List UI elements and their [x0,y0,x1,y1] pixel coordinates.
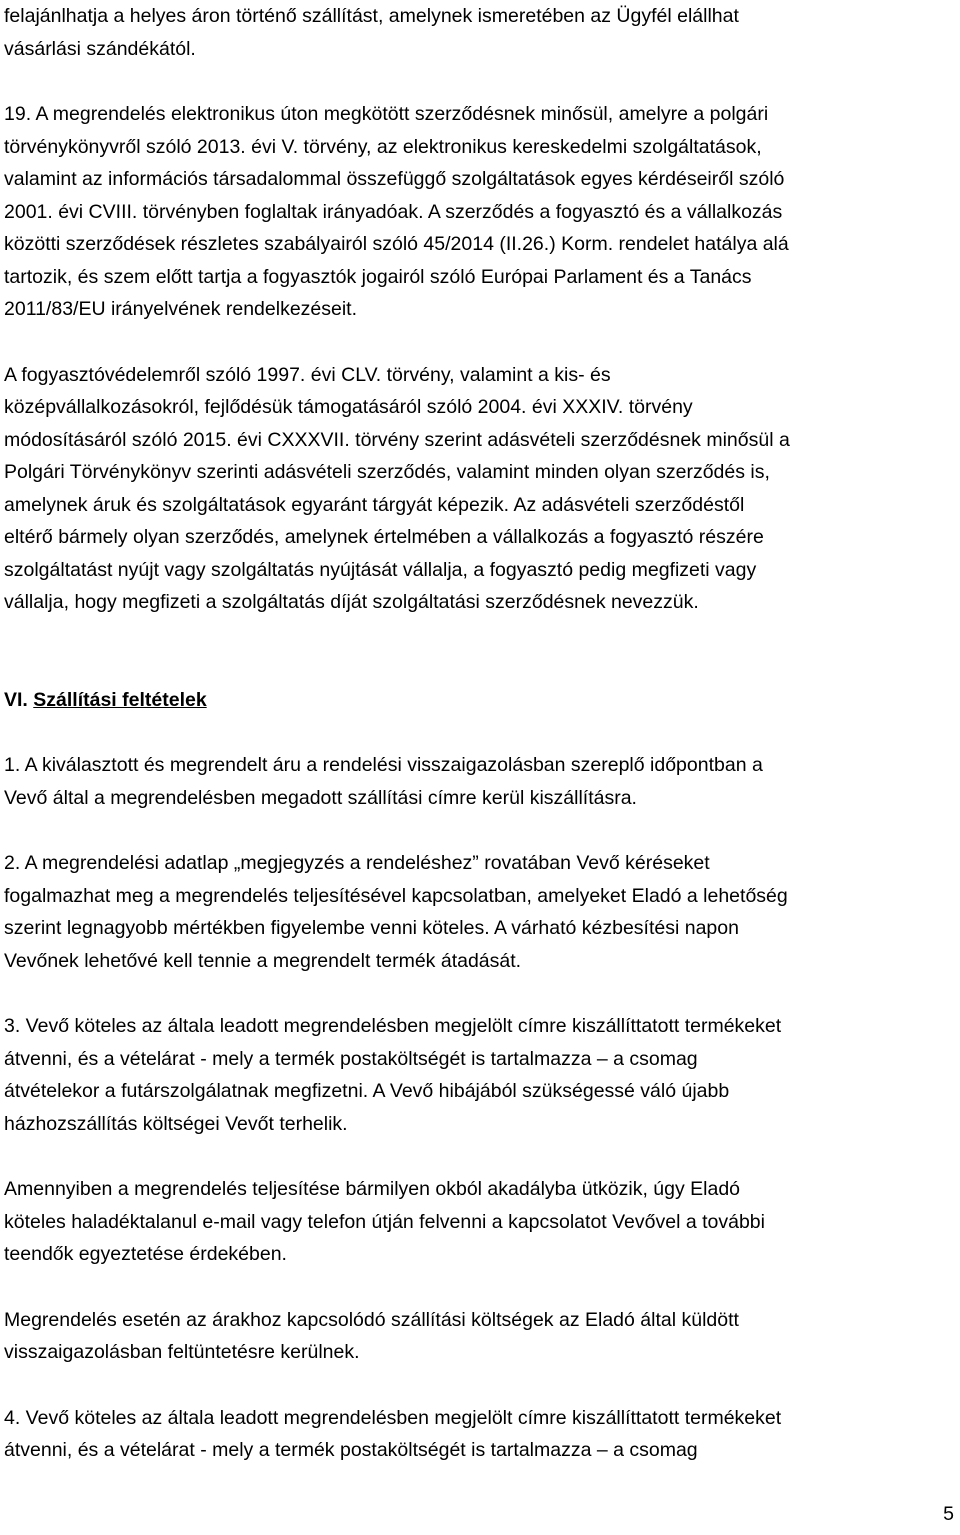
text-line: Polgári Törvénykönyv szerinti adásvételi szerződés, valamint minden olyan szerződés is, [4,461,770,483]
text-line: 2001. évi CVIII. törvényben foglaltak irányadóak. A szerződés a fogyasztó és a vállalkozás [4,200,783,223]
text-line: 4. Vevő köteles az általa leadott megrendelésben megjelölt címre kiszállíttatott termékeket [4,1406,782,1429]
text-line: tartozik, és szem előtt tartja a fogyasztók jogairól szóló Európai Parlament és a Tanács [4,265,752,288]
text-line: eltérő bármely olyan szerződés, amelynek értelmében a vállalkozás a fogyasztó részére [4,526,764,548]
text-line: törvénykönyvről szóló 2013. évi V. törvény, az elektronikus kereskedelmi szolgáltatások, [4,135,762,158]
paragraph-19 [4,98,956,326]
text-line: középvállalkozásokról, fejlődésük támogatásáról szóló 2004. évi XXXIV. törvény [4,396,693,418]
text-line: 2. A megrendelési adatlap „megjegyzés a rendeléshez” rovatában Vevő kéréseket [4,852,710,874]
section-heading [4,684,956,717]
text-line: vállalja, hogy megfizeti a szolgáltatás díját szolgáltatási szerződésnek nevezzük. [4,591,699,613]
text-line: valamint az információs társadalommal összefüggő szolgáltatások egyes kérdéseiről szóló [4,168,785,190]
text-line: teendők egyeztetése érdekében. [4,1243,287,1265]
text-line: átvenni, és a vételárat - mely a termék postaköltségét is tartalmazza – a csomag [4,1047,698,1070]
text-line: Megrendelés esetén az árakhoz kapcsolódó szállítási költségek az Eladó által küldött [4,1308,739,1331]
text-line: vásárlási szándékától. [4,37,196,60]
paragraph-amennyiben [4,1173,956,1271]
text-line: felajánlhatja a helyes áron történő szállítást, amelynek ismeretében az Ügyfél elállhat [4,5,739,27]
paragraph-fogyaszto [4,359,956,619]
text-line: házhozszállítás költségei Vevőt terhelik. [4,1112,348,1135]
text-line: szerint legnagyobb mértékben figyelembe venni köteles. A várható kézbesítési napon [4,917,739,939]
text-line: 3. Vevő köteles az általa leadott megrendelésben megjelölt címre kiszállíttatott termékeket [4,1015,782,1037]
text-line: amelynek áruk és szolgáltatások egyaránt tárgyát képezik. Az adásvételi szerződéstől [4,493,745,516]
paragraph-intro [4,0,956,65]
heading-line [4,684,956,717]
paragraph-section-4 [4,1402,956,1467]
document-page [4,0,956,1467]
text-line: közötti szerződések részletes szabályairól szóló 45/2014 (II.26.) Korm. rendelet hatálya alá [4,233,789,255]
text-line: 19. A megrendelés elektronikus úton megkötött szerződésnek minősül, amelyre a polgári [4,103,769,125]
text-line: Vevő által a megrendelésben megadott szállítási címre kerül kiszállításra. [4,786,637,809]
text-line: A fogyasztóvédelemről szóló 1997. évi CLV. törvény, valamint a kis- és [4,363,611,386]
text-line: 1. A kiválasztott és megrendelt áru a rendelési visszaigazolásban szereplő időpontban a [4,754,763,776]
text-line: köteles haladéktalanul e-mail vagy telefon útján felvenni a kapcsolatot Vevővel a további [4,1210,765,1233]
text-line: átvenni, és a vételárat - mely a termék postaköltségét is tartalmazza – a csomag [4,1439,698,1461]
text-line: fogalmazhat meg a megrendelés teljesítésével kapcsolatban, amelyeket Eladó a lehetőség [4,884,788,907]
paragraph-section-1 [4,749,956,814]
text-line: szolgáltatást nyújt vagy szolgáltatás nyújtását vállalja, a fogyasztó pedig megfizeti vagy [4,558,757,581]
paragraph-megrendeles [4,1304,956,1369]
section-number: VI. [4,688,28,711]
page-number: 5 [943,1503,954,1525]
section-title: Szállítási feltételek [33,688,207,711]
text-line: átvételekor a futárszolgálatnak megfizetni. A Vevő hibájából szükségessé váló újabb [4,1080,730,1102]
text-line: Vevőnek lehetővé kell tennie a megrendelt termék átadását. [4,949,522,972]
paragraph-section-3 [4,1010,956,1140]
text-line: Amennyiben a megrendelés teljesítése bármilyen okból akadályba ütközik, úgy Eladó [4,1178,741,1200]
text-line: módosításáról szóló 2015. évi CXXXVII. törvény szerint adásvételi szerződésnek minősül a [4,428,790,451]
paragraph-section-2 [4,847,956,977]
text-line: 2011/83/EU irányelvének rendelkezéseit. [4,298,358,320]
text-line: visszaigazolásban feltüntetésre kerülnek. [4,1341,360,1363]
